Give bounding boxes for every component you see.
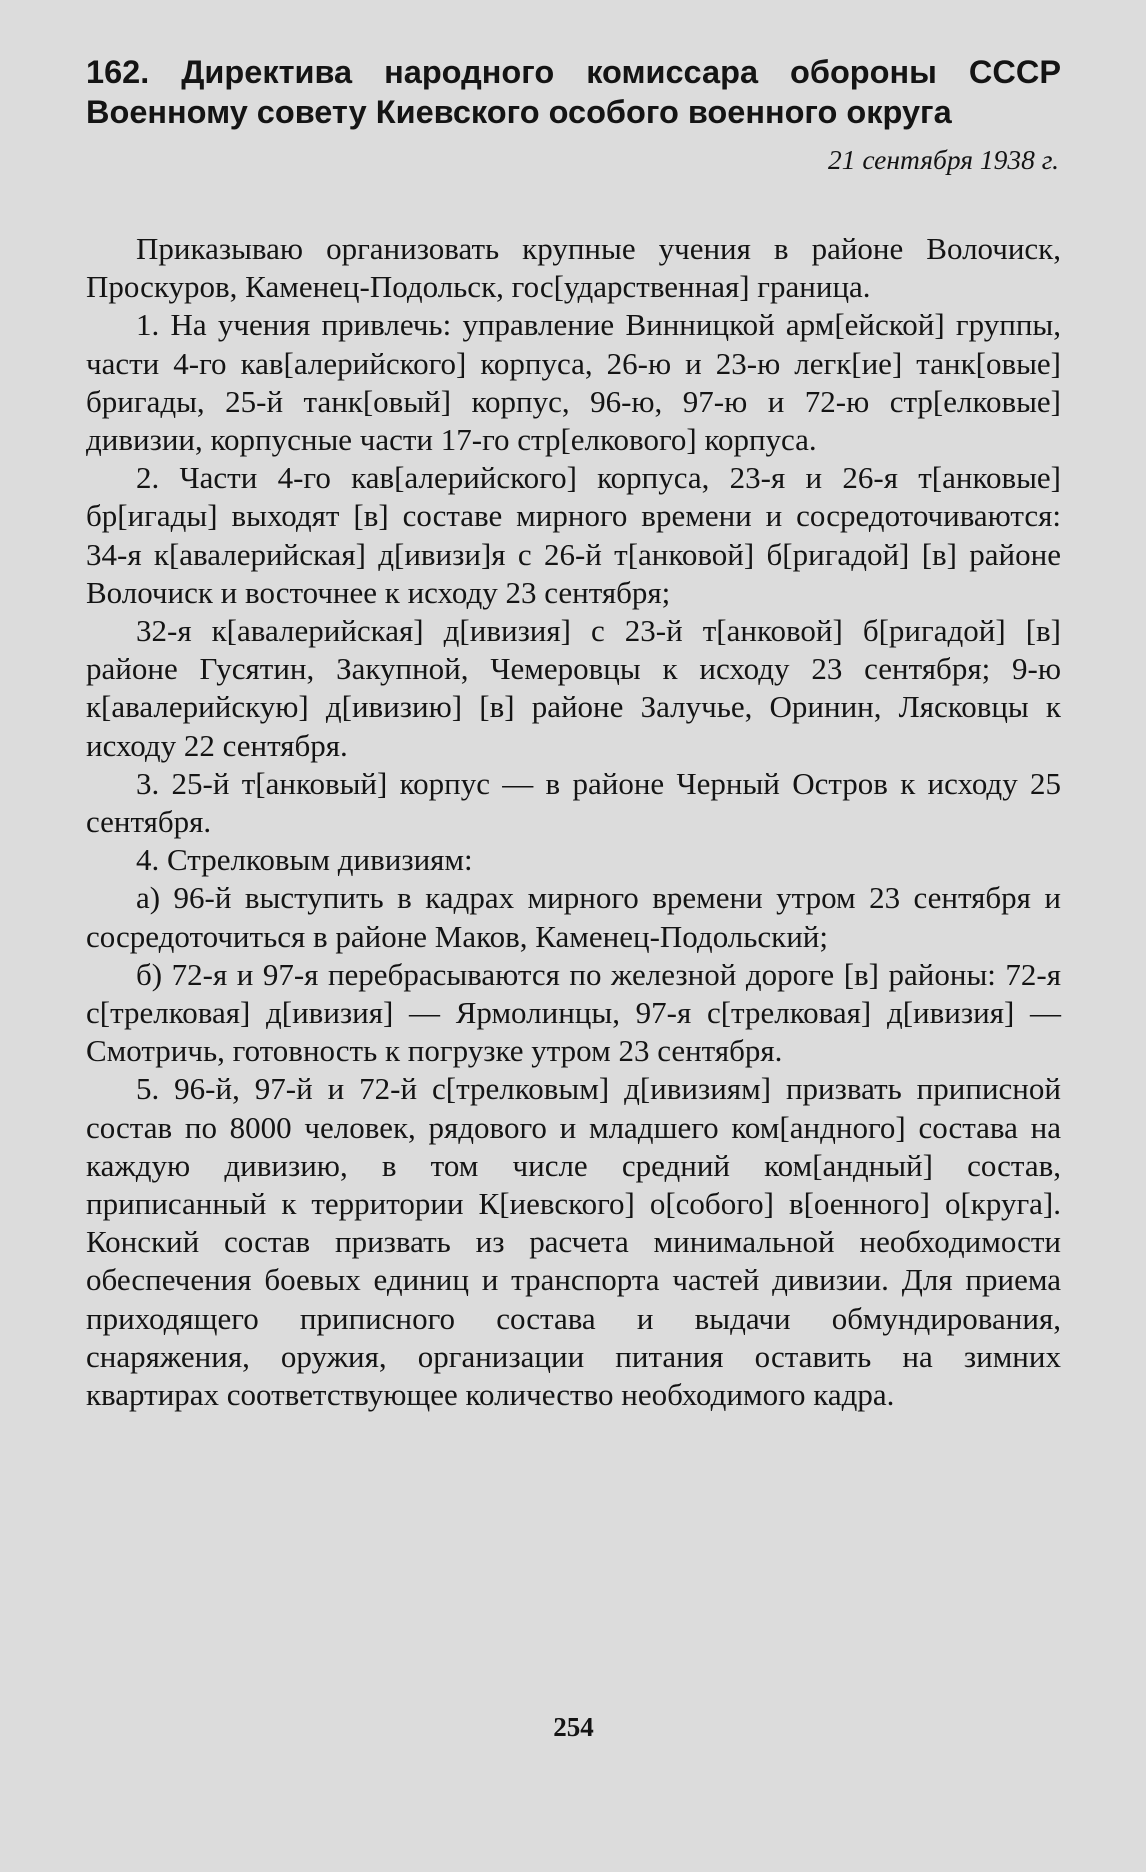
document-body: [86, 230, 1061, 1414]
paragraph-item-2: 2. Части 4-го кав[алерийского] корпуса, 23-я и 26-я т[анковые] бр[игады] выходят [в] составе мирного времени и сосредоточиваются: 34-я к[авалерийская] д[ивизи]я с 26-й т[анковой] б[ригадой] [в] районе Волочиск и восточнее к исходу 23 сентября;: [86, 460, 1061, 610]
paragraph-item-2-continued: 32-я к[авалерийская] д[ивизия] с 23-й т[анковой] б[ригадой] [в] районе Гусятин, Закупной, Чемеровцы к исходу 23 сентября; 9-ю к[авалерийскую] д[ивизию] [в] районе Залучье, Оринин, Лясковцы к исходу 22 сентября.: [86, 613, 1061, 763]
paragraph-item-5: 5. 96-й, 97-й и 72-й с[трелковым] д[ивизиям] призвать приписной состав по 8000 человек, рядового и младшего ком[андного] состава на каждую дивизию, в том числе средний ком[андный] состав, приписанный к территории К[иевского] о[собого] в[оенного] о[круга]. Конский состав призвать из расчета минимальной необходимости обеспечения боевых единиц и транспорта частей дивизии. Для приема приходящего приписного состава и выдачи обмундирования, снаряжения, оружия, организации питания оставить на зимних квартирах соответствующее количество необходимого кадра.: [86, 1071, 1061, 1413]
paragraph-item-4: 4. Стрелковым дивизиям:: [136, 842, 473, 878]
paragraph-item-4a: а) 96-й выступить в кадрах мирного времени утром 23 сентября и сосредоточиться в районе Маков, Каменец-Подольский;: [86, 880, 1061, 954]
paragraph-item-1: 1. На учения привлечь: управление Винницкой арм[ейской] группы, части 4-го кав[алерийского] корпуса, 26-ю и 23-ю легк[ие] танк[овые] бригады, 25-й танк[овый] корпус, 96-ю, 97-ю и 72-ю стр[елковые] дивизии, корпусные части 17-го стр[елкового] корпуса.: [86, 307, 1061, 458]
document-page: [86, 52, 1061, 1842]
paragraph-item-4b: б) 72-я и 97-я перебрасываются по железной дороге [в] районы: 72-я с[трелковая] д[ивизия] — Ярмолинцы, 97-я с[трелковая] д[ивизия] — Смотричь, готовность к погрузке утром 23 сентября.: [86, 956, 1061, 1069]
paragraph-intro: Приказываю организовать крупные учения в районе Волочиск, Проскуров, Каменец-Подольск, гос[ударственная] граница.: [86, 231, 1061, 305]
document-heading: 162. Директива народного комиссара обороны СССР Военному совету Киевского особого военного округа: [86, 54, 1061, 130]
document-date: 21 сентября 1938 г.: [827, 144, 1059, 175]
page-number: 254: [553, 1712, 594, 1742]
paragraph-item-3: 3. 25-й т[анковый] корпус — в районе Черный Остров к исходу 25 сентября.: [86, 765, 1061, 840]
